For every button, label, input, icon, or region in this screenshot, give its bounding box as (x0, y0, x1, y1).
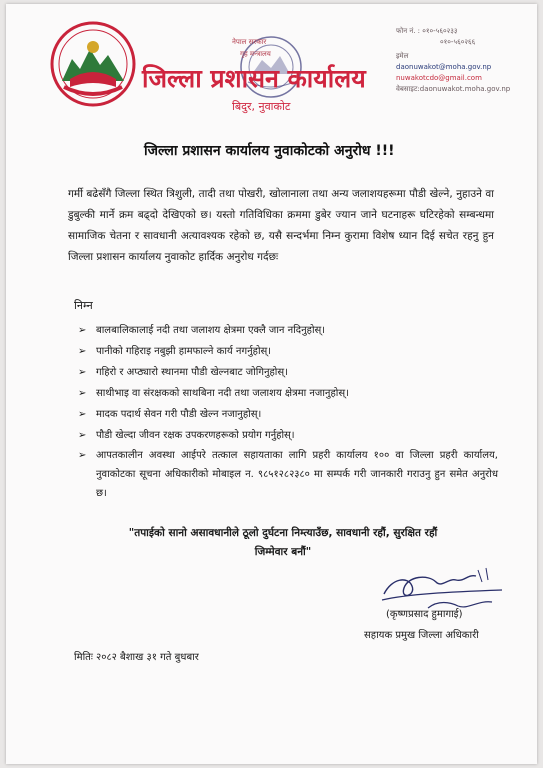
notice-headline: जिल्ला प्रशासन कार्यालय नुवाकोटको अनुरोध !!! (144, 143, 395, 159)
list-item-text: बालबालिकालाई नदी तथा जलाशय क्षेत्रमा एक्लै जान नदिनुहोस्। (96, 325, 326, 336)
office-title: जिल्ला प्रशासन कार्यालय (142, 64, 366, 93)
list-title: निम्न (74, 299, 93, 312)
phone-number-1: ०१०-५६०२३३ (422, 27, 458, 35)
contact-block (396, 26, 510, 95)
list-item (78, 425, 498, 446)
list-item (78, 404, 498, 425)
arrow-bullet-icon: ➢ (78, 388, 87, 399)
phone-number-2: ०१०-५६०२६६ (440, 38, 476, 46)
email-label: इमेल (396, 52, 409, 60)
list-item (78, 383, 498, 404)
arrow-bullet-icon: ➢ (78, 346, 87, 357)
website: वेबसाइट:daonuwakot.moha.gov.np (396, 85, 511, 93)
email-2: nuwakotcdo@gmail.com (396, 74, 482, 82)
signer-designation: सहायक प्रमुख जिल्ला अधिकारी (364, 630, 479, 641)
phone-label: फोन नं. : (396, 27, 421, 35)
arrow-bullet-icon: ➢ (78, 430, 87, 441)
signer-name: (कृष्णप्रसाद हुमागाई) (386, 609, 463, 620)
notice-body: गर्मी बढेसँगै जिल्ला स्थित त्रिशुली, तादी तथा पोखरी, खोलानाला तथा अन्य जलाशयहरूमा पौडी खेल्ने, नुहाउने वा डुबुल्की मार्ने क्रम बढ्दो देखिएको छ। यस्तो गतिविधिका क्रममा डुबेर ज्यान जाने घटनाहरू घटिरहेको सम्बन्धमा सामाजिक चेतना र सावधानी अत्यावश्यक रहेको छ, यसै सन्दर्भमा निम्न कुरामा विशेष ध्यान दिई सचेत रहनु हुन जिल्ला प्रशासन कार्यालय नुवाकोट हार्दिक अनुरोध गर्दछः (68, 188, 494, 263)
letter-page (6, 4, 537, 764)
phone-line (396, 26, 510, 37)
letter-date: मितिः २०८२ बैशाख ३१ गते बुधबार (74, 652, 199, 663)
list-item-text: आपतकालीन अवस्था आईपरे तत्काल सहायताका लागि प्रहरी कार्यालय १०० वा जिल्ला प्रहरी कार्यालय, नुवाकोटका सूचना अधिकारीको मोबाइल न. ९८५१२८२३८० मा सम्पर्क गरी जानकारी गराउनु हुन समेत अनुरोध छ। (96, 450, 498, 499)
phone-line-2 (396, 37, 510, 48)
instruction-list (78, 320, 498, 503)
arrow-bullet-icon: ➢ (78, 409, 87, 420)
email-1: daonuwakot@moha.gov.np (396, 63, 492, 71)
list-item-text: पौडी खेल्दा जीवन रक्षक उपकरणहरूको प्रयोग गर्नुहोस्। (96, 430, 295, 441)
list-item (78, 446, 498, 503)
list-item-text: गहिरो र अप्ठ्यारो स्थानमा पौडी खेल्नबाट जोगिनुहोस्। (96, 367, 288, 378)
list-item (78, 362, 498, 383)
ministry-label: गृह मन्त्रालय (240, 50, 271, 58)
arrow-bullet-icon: ➢ (78, 450, 87, 461)
list-item (78, 320, 498, 341)
nepal-emblem-seal (50, 21, 136, 107)
list-item-text: मादक पदार्थ सेवन गरी पौडी खेल्न नजानुहोस्। (96, 409, 262, 420)
government-label: नेपाल सरकार (232, 38, 267, 46)
safety-slogan: "तपाईको सानो असावधानीले ठूलो दुर्घटना निम्त्याउँछ, सावधानी रहौं, सुरक्षित रहौं जिम्मेवार बनौं" (128, 527, 438, 558)
list-item (78, 341, 498, 362)
arrow-bullet-icon: ➢ (78, 367, 87, 378)
list-item-text: साथीभाइ वा संरक्षकको साथबिना नदी तथा जलाशय क्षेत्रमा नजानुहोस्। (96, 388, 349, 399)
office-location: बिदुर, नुवाकोट (232, 100, 291, 113)
arrow-bullet-icon: ➢ (78, 325, 87, 336)
list-item-text: पानीको गहिराइ नबुझी हामफाल्ने कार्य नगर्नुहोस्। (96, 346, 272, 357)
